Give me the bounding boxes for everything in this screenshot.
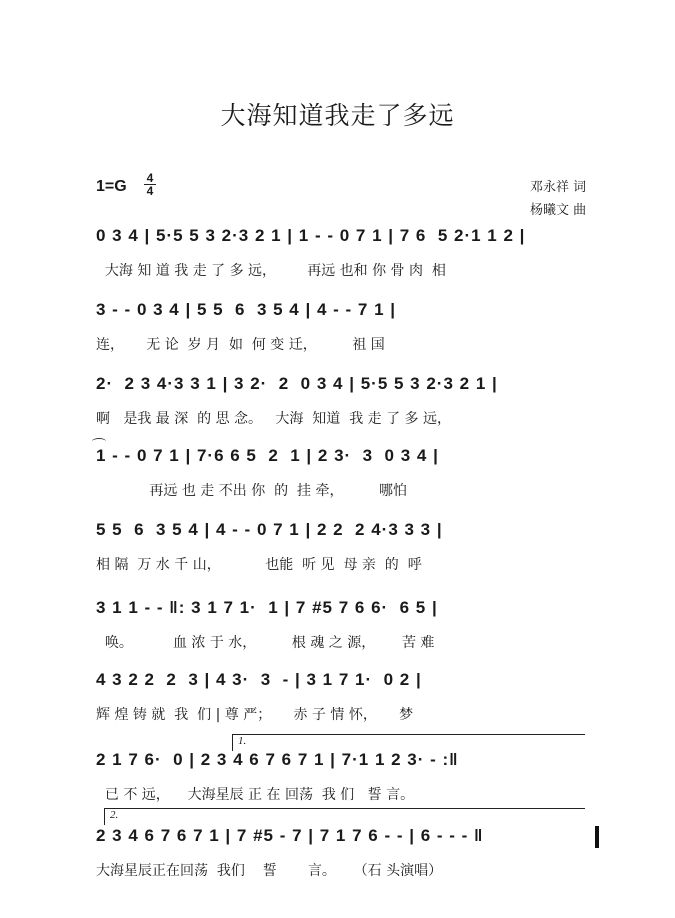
notation-line: 2 3 4 6 7 6 7 1 | 7 #5 - 7 | 7 1 7 6 - - | 6 - - - ‖ bbox=[96, 826, 484, 845]
meter-bottom: 4 bbox=[144, 184, 156, 197]
volta-label: 2. bbox=[110, 809, 119, 821]
score-system-1 bbox=[0, 226, 675, 296]
key-signature: 1=G bbox=[96, 178, 127, 195]
lyrics-line: 已 不 远， 大海星辰 正 在 回荡 我 们 誓 言。 bbox=[96, 787, 415, 803]
tie-mark bbox=[92, 438, 106, 445]
volta-label: 1. bbox=[238, 735, 247, 747]
lyrics-line: 啊 是我 最 深 的 思 念。 大海 知道 我 走 了 多 远， bbox=[96, 411, 452, 427]
time-signature bbox=[144, 172, 156, 197]
notation-line: 3 - - 0 3 4 | 5 5 6 3 5 4 | 4 - - 7 1 | bbox=[96, 300, 397, 319]
score-system-2 bbox=[0, 300, 675, 370]
score-system-4 bbox=[0, 446, 675, 516]
first-ending-bracket bbox=[232, 734, 585, 751]
notation-line: 2 1 7 6· 0 | 2 3 4 6 7 6 7 1 | 7·1 1 2 3· - :‖ bbox=[96, 750, 459, 769]
final-barline bbox=[595, 826, 599, 848]
score-system-7 bbox=[0, 670, 675, 740]
notation-line: 1 - - 0 7 1 | 7·6 6 5 2 1 | 2 3· 3 0 3 4 | bbox=[96, 446, 439, 465]
lyrics-line: 再远 也 走 不出 你 的 挂 牵， 哪怕 bbox=[96, 483, 408, 499]
lyrics-line: 辉 煌 铸 就 我 们 | 尊 严； 赤 子 情 怀， 梦 bbox=[96, 707, 414, 723]
lyrics-line: 唤。 血 浓 于 水， 根 魂 之 源， 苦 难 bbox=[96, 635, 435, 651]
notation-line: 0 3 4 | 5·5 5 3 2·3 2 1 | 1 - - 0 7 1 | 7 6 5 2·1 1 2 | bbox=[96, 226, 526, 245]
score-system-5 bbox=[0, 520, 675, 590]
composer-credit: 杨曦文 曲 bbox=[530, 203, 587, 218]
notation-line: 5 5 6 3 5 4 | 4 - - 0 7 1 | 2 2 2 4·3 3 3 | bbox=[96, 520, 443, 539]
score-system-3 bbox=[0, 374, 675, 444]
lyricist-credit: 邓永祥 词 bbox=[530, 180, 587, 195]
lyrics-line: 大海 知 道 我 走 了 多 远， 再远 也和 你 骨 肉 相 bbox=[96, 263, 446, 279]
second-ending-bracket bbox=[104, 808, 585, 825]
score-system-9 bbox=[0, 826, 675, 896]
notation-line: 4 3 2 2 2 3 | 4 3· 3 - | 3 1 7 1· 0 2 | bbox=[96, 670, 422, 689]
score-system-6 bbox=[0, 598, 675, 668]
meter-top: 4 bbox=[146, 171, 154, 185]
lyrics-line: 大海星辰正在回荡 我们 誓 言。 （石 头演唱） bbox=[96, 863, 443, 879]
lyrics-line: 连， 无 论 岁 月 如 何 变 迁， 祖 国 bbox=[96, 337, 385, 353]
lyrics-line: 相 隔 万 水 千 山， 也能 听 见 母 亲 的 呼 bbox=[96, 557, 422, 573]
page-title: 大海知道我走了多远 bbox=[220, 101, 455, 130]
notation-line: 3 1 1 - - ‖: 3 1 7 1· 1 | 7 #5 7 6 6· 6 5 | bbox=[96, 598, 438, 617]
notation-line: 2· 2 3 4·3 3 1 | 3 2· 2 0 3 4 | 5·5 5 3 2·3 2 1 | bbox=[96, 374, 498, 393]
